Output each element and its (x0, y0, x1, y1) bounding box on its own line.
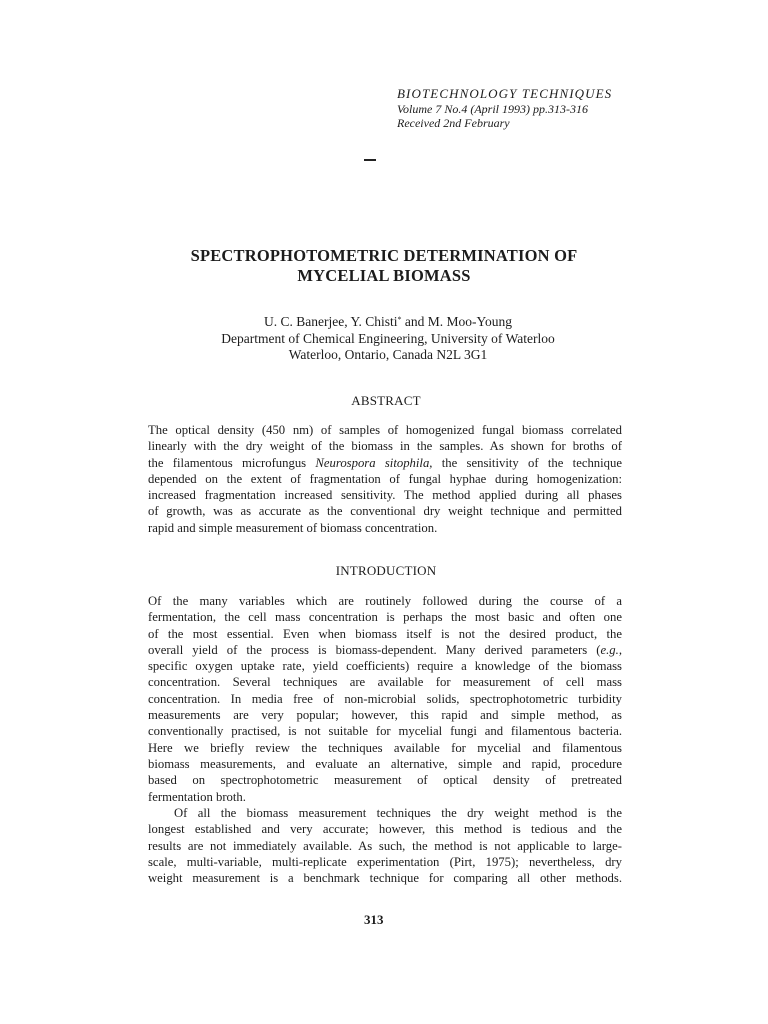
intro-p1-italic: e.g., (600, 642, 622, 657)
abstract-line-5: increased fragmentation increased sensitivity. The method applied during all phases (148, 488, 622, 503)
intro-p1-line: of the most essential. Even when biomass itself is not the desired product, the (148, 626, 622, 641)
affiliation-address: Waterloo, Ontario, Canada N2L 3G1 (288, 347, 488, 362)
intro-p2-line: scale, multi-variable, multi-replicate experimentation (Pirt, 1975); nevertheless, dry (148, 854, 622, 869)
author-names (150, 314, 626, 331)
intro-p1-line: based on spectrophotometric measurement of optical density of pretreated (148, 773, 622, 788)
intro-p1-line: measurements are very popular; however, this rapid and simple method, as (148, 708, 622, 723)
author-names-b: and M. Moo-Young (401, 314, 512, 329)
page-number: 313 (364, 912, 384, 927)
author-names-a: U. C. Banerjee, Y. Chisti (264, 314, 398, 329)
intro-p1-line: concentration. Several techniques are available for measurement of cell mass (148, 675, 622, 690)
abstract-heading: ABSTRACT (351, 393, 421, 408)
intro-p1-line: Of the many variables which are routinely followed during the course of a (148, 594, 622, 608)
abstract-line-3b: the sensitivity of the technique (432, 455, 622, 470)
intro-p1-line: biomass measurements, and evaluate an alternative, simple and rapid, procedure (148, 756, 622, 771)
intro-p2-line: longest established and very accurate; however, this method is tedious and the (148, 822, 622, 837)
intro-p2-line: results are not immediately available. As such, the method is not applicable to large- (148, 838, 622, 853)
introduction-paragraph-1 (148, 593, 622, 805)
journal-volume: Volume 7 No.4 (April 1993) pp.313-316 (397, 101, 588, 116)
affiliation-department: Department of Chemical Engineering, University of Waterloo (221, 330, 555, 346)
introduction-paragraph-2 (148, 805, 622, 886)
intro-p1-line-text: overall yield of the process is biomass-dependent. Many derived parameters ( (148, 642, 601, 657)
author-block (150, 314, 626, 364)
abstract-body (148, 422, 622, 536)
title-line-2: MYCELIAL BIOMASS (297, 266, 471, 285)
abstract-line-3a: the filamentous microfungus (148, 455, 316, 470)
abstract-line-7: rapid and simple measurement of biomass concentration. (148, 520, 438, 535)
journal-name: BIOTECHNOLOGY TECHNIQUES (397, 86, 613, 101)
corresponding-mark: * (397, 315, 402, 324)
abstract-line-4: depended on the extent of fragmentation of fungal hyphae during homogenization: (148, 471, 622, 486)
intro-p1-line: concentration. In media free of non-microbial solids, spectrophotometric turbidity (148, 691, 622, 706)
abstract-line-1: The optical density (450 nm) of samples of homogenized fungal biomass correlated (148, 423, 622, 437)
abstract-line-6: of growth, was as accurate as the conventional dry weight technique and permitted (148, 504, 622, 519)
dash-mark (364, 159, 376, 161)
paper-title (150, 246, 618, 286)
abstract-line-3 (148, 455, 622, 471)
abstract-line-2: linearly with the dry weight of the biomass in the samples. As shown for broths of (148, 439, 622, 454)
intro-p1-line: specific oxygen uptake rate, yield coefficients) require a knowledge of the biomass (148, 659, 622, 674)
journal-header (397, 87, 612, 131)
received-date: Received 2nd February (397, 116, 510, 130)
intro-p2-line: Of all the biomass measurement techniques the dry weight method is the (174, 806, 622, 820)
intro-p2-line: weight measurement is a benchmark technique for comparing all other methods. (148, 871, 622, 886)
title-line-1: SPECTROPHOTOMETRIC DETERMINATION OF (190, 246, 578, 265)
intro-p1-line: Here we briefly review the techniques available for mycelial and filamentous (148, 740, 622, 755)
intro-p1-line: conventionally practised, is not suitable for mycelial fungi and filamentous bacteria. (148, 724, 622, 739)
intro-p1-line: fermentation, the cell mass concentration is perhaps the most basic and often one (148, 610, 622, 625)
intro-p1-line (148, 642, 622, 658)
intro-p1-line: fermentation broth. (148, 789, 246, 804)
introduction-heading: INTRODUCTION (335, 563, 437, 578)
organism-name: Neurospora sitophila, (315, 455, 433, 470)
